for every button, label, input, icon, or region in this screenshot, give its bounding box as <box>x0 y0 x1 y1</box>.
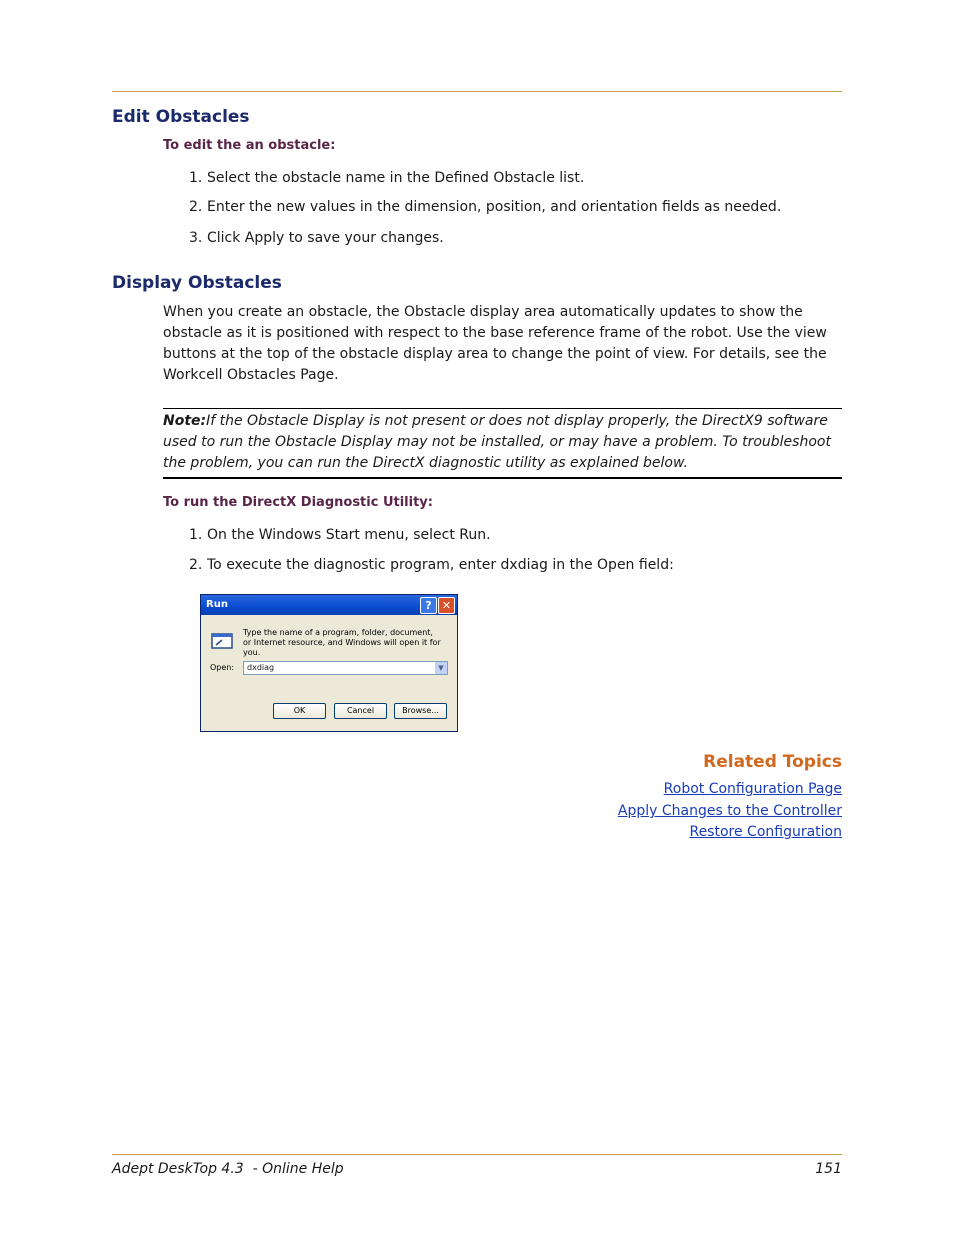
link-restore-configuration[interactable]: Restore Configuration <box>689 824 842 840</box>
open-label: Open: <box>210 663 235 672</box>
step-text: To execute the diagnostic program, enter dxdiag in the Open field: <box>207 557 674 573</box>
note-text: If the Obstacle Display is not present or does not display properly, the DirectX9 software used to run the Obstacle Display may not be installed, or may have a problem. To troubleshoot the problem, you can run the DirectX diagnostic utility as explained below. <box>163 413 831 471</box>
link-robot-configuration-page[interactable]: Robot Configuration Page <box>663 781 842 797</box>
run-dialog-titlebar <box>201 595 457 615</box>
header-rule <box>112 91 842 92</box>
step-number: 3. <box>189 230 203 246</box>
step-text: Select the obstacle name in the Defined Obstacle list. <box>207 170 585 186</box>
note-box <box>163 408 842 479</box>
step-number: 1. <box>189 170 203 186</box>
browse-button: Browse... <box>394 703 447 719</box>
note-label: Note: <box>163 413 207 429</box>
run-dialog-description: Type the name of a program, folder, document, or Internet resource, and Windows will open it for you. <box>243 628 441 657</box>
step-number: 2. <box>189 557 203 573</box>
directx-step-2 <box>189 557 674 573</box>
close-icon: ✕ <box>438 597 455 614</box>
cancel-button: Cancel <box>334 703 387 719</box>
related-topics-title: Related Topics <box>703 752 842 772</box>
step-number: 2. <box>189 199 203 215</box>
link-apply-changes-to-controller[interactable]: Apply Changes to the Controller <box>617 803 842 819</box>
display-paragraph: When you create an obstacle, the Obstacle display area automatically updates to show the obstacle as it is positioned with respect to the base reference frame of the robot. Use the view buttons at the top of the obstacle display area to change the point of view. For details, see the Workcell Obstacles Page. <box>163 304 827 383</box>
chevron-down-icon: ▼ <box>435 662 447 674</box>
step-number: 1. <box>189 527 203 543</box>
open-field <box>243 661 448 675</box>
footer-rule <box>112 1154 842 1155</box>
step-text: On the Windows Start menu, select Run. <box>207 527 491 543</box>
display-obstacles-heading: Display Obstacles <box>112 273 282 293</box>
edit-obstacles-heading: Edit Obstacles <box>112 107 250 127</box>
page-number: 151 <box>815 1161 842 1177</box>
edit-procedure-title: To edit the an obstacle: <box>163 138 336 153</box>
footer-title: Adept DeskTop 4.3 - Online Help <box>112 1161 344 1177</box>
step-text: Click Apply to save your changes. <box>207 230 444 246</box>
open-field-value: dxdiag <box>247 663 275 672</box>
step-text: Enter the new values in the dimension, position, and orientation fields as needed. <box>207 199 782 215</box>
directx-step-1 <box>189 527 491 543</box>
run-dialog-screenshot <box>200 594 458 732</box>
run-dialog-title: Run <box>206 599 228 610</box>
run-program-icon <box>210 631 234 651</box>
edit-step-3 <box>189 230 444 246</box>
ok-button: OK <box>273 703 326 719</box>
edit-step-1 <box>189 170 584 186</box>
directx-procedure-title: To run the DirectX Diagnostic Utility: <box>163 495 433 510</box>
help-icon: ? <box>420 597 437 614</box>
edit-step-2 <box>189 199 781 215</box>
